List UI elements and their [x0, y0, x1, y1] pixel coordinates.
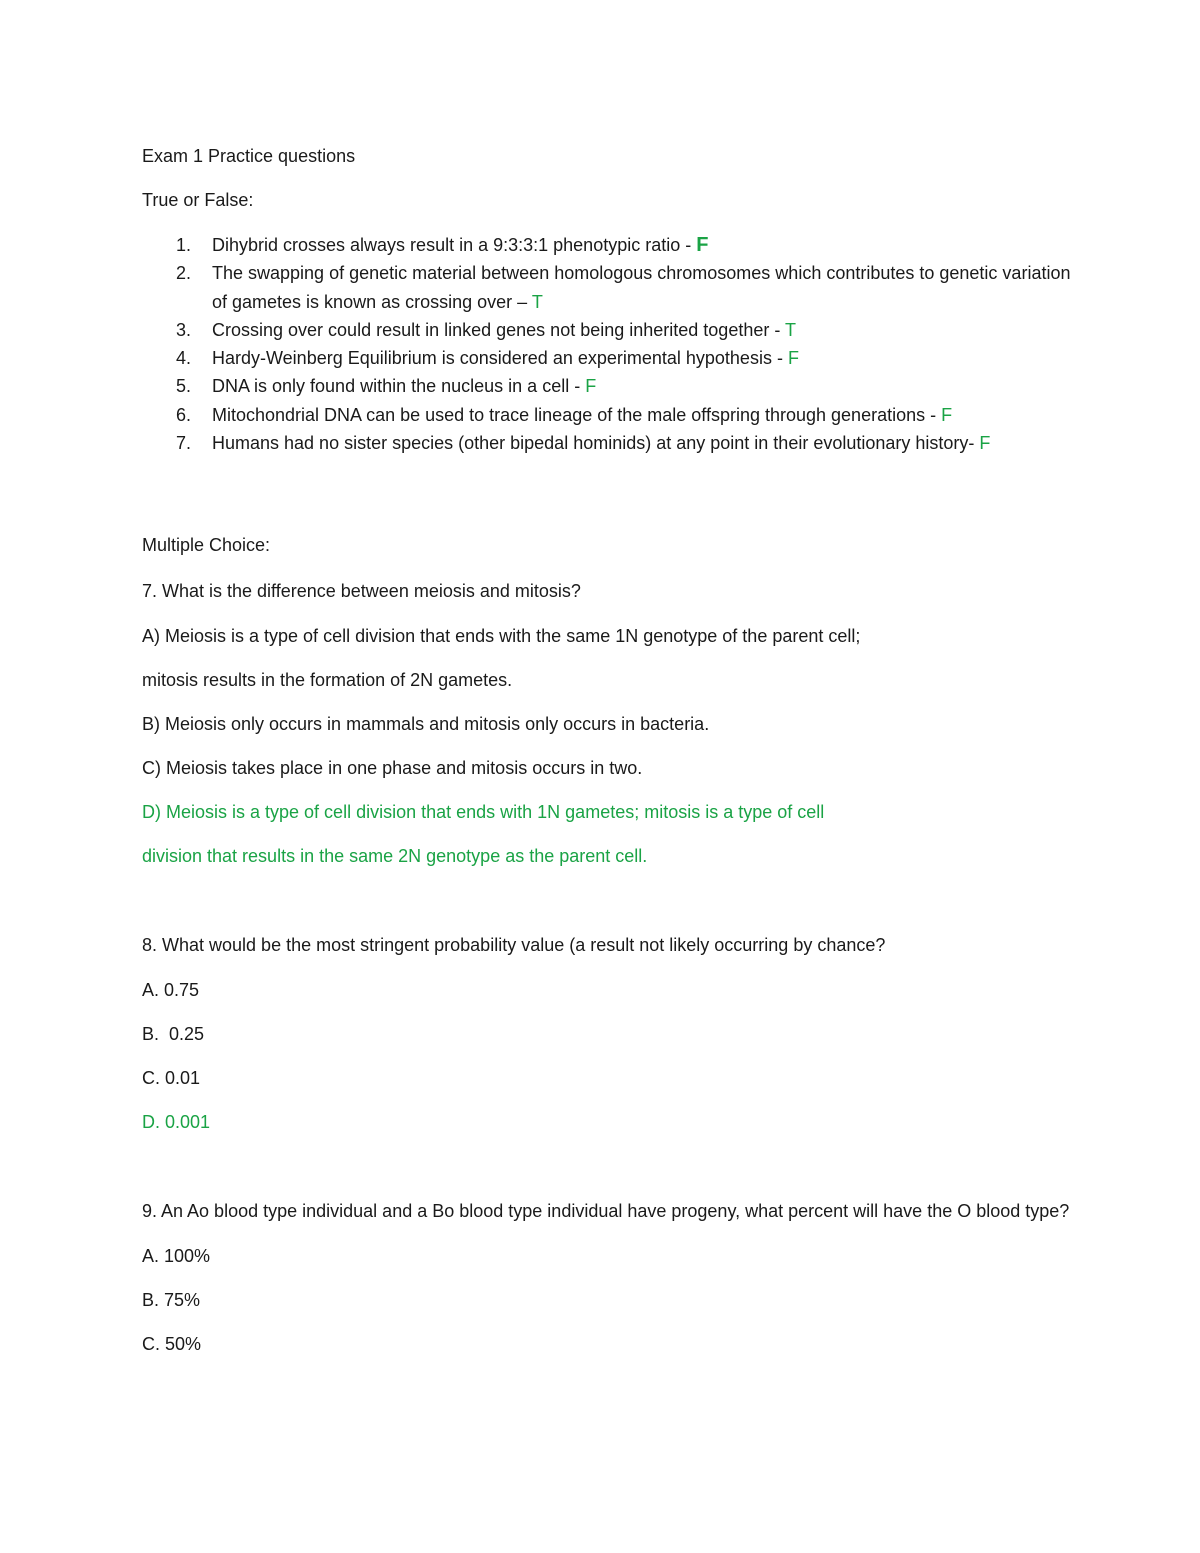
tf-item-answer: F	[787, 348, 799, 369]
tf-item-number: 4.	[176, 348, 192, 369]
tf-item-number: 6.	[176, 404, 192, 425]
tf-item-text: Crossing over could result in linked genes not being inherited together -	[212, 319, 786, 340]
tf-item-number: 5.	[176, 376, 192, 397]
true-false-heading: True or False:	[142, 190, 254, 210]
tf-item-answer: F	[585, 376, 597, 397]
document-body	[142, 143, 1072, 1357]
tf-item-4	[142, 344, 1072, 372]
document-title: Exam 1 Practice questions	[142, 146, 356, 166]
q7-option-b: B) Meiosis only occurs in mammals and mitosis only occurs in bacteria.	[142, 714, 710, 735]
tf-item-text: DNA is only found within the nucleus in a cell -	[212, 376, 586, 397]
question-8: 8. What would be the most stringent probability value (a result not likely occurring by chance?	[142, 935, 886, 956]
tf-item-number: 7.	[176, 433, 192, 454]
q7-option-d-line-1: D) Meiosis is a type of cell division that ends with 1N gametes; mitosis is a type of cell	[142, 802, 825, 823]
q9-option-c: C. 50%	[142, 1334, 202, 1355]
q8-option-a: A. 0.75	[142, 980, 200, 1001]
multiple-choice-heading: Multiple Choice:	[142, 535, 271, 556]
tf-item-number: 2.	[176, 263, 192, 284]
tf-item-5	[142, 372, 1072, 400]
tf-item-6	[142, 401, 1072, 429]
tf-item-answer: F	[696, 234, 709, 256]
q9-option-a: A. 100%	[142, 1246, 211, 1267]
tf-item-number: 3.	[176, 319, 192, 340]
tf-item-3	[142, 316, 1072, 344]
tf-item-answer: T	[531, 291, 543, 312]
q7-option-a-line-2: mitosis results in the formation of 2N gametes.	[142, 670, 513, 691]
q8-option-c: C. 0.01	[142, 1068, 201, 1089]
true-false-list	[142, 231, 1072, 457]
tf-item-text: Hardy-Weinberg Equilibrium is considered an experimental hypothesis -	[212, 348, 788, 369]
q7-option-a-line-1: A) Meiosis is a type of cell division that ends with the same 1N genotype of the parent cell;	[142, 626, 861, 647]
question-9: 9. An Ao blood type individual and a Bo blood type individual have progeny, what percent will have the O blood type?	[142, 1201, 1070, 1222]
tf-item-1	[142, 231, 1072, 259]
tf-item-text: Humans had no sister species (other bipedal hominids) at any point in their evolutionary history-	[212, 433, 980, 454]
tf-item-answer: F	[941, 404, 953, 425]
q8-option-d: D. 0.001	[142, 1112, 211, 1133]
tf-item-answer: F	[979, 433, 991, 454]
question-7: 7. What is the difference between meiosis and mitosis?	[142, 581, 581, 602]
tf-item-2	[142, 259, 1072, 316]
tf-item-text: Dihybrid crosses always result in a 9:3:3:1 phenotypic ratio -	[212, 235, 697, 255]
q8-option-b: B. 0.25	[142, 1024, 205, 1045]
tf-item-text: Mitochondrial DNA can be used to trace lineage of the male offspring through generations -	[212, 404, 942, 425]
q7-option-d-line-2: division that results in the same 2N genotype as the parent cell.	[142, 846, 648, 867]
q9-option-b: B. 75%	[142, 1290, 201, 1311]
q7-option-c: C) Meiosis takes place in one phase and mitosis occurs in two.	[142, 758, 643, 779]
tf-item-text: The swapping of genetic material between homologous chromosomes which contributes to genetic variation of gametes is known as crossing over –	[212, 263, 1071, 312]
tf-item-number: 1.	[176, 235, 192, 255]
tf-item-answer: T	[785, 319, 797, 340]
tf-item-7	[142, 429, 1072, 457]
